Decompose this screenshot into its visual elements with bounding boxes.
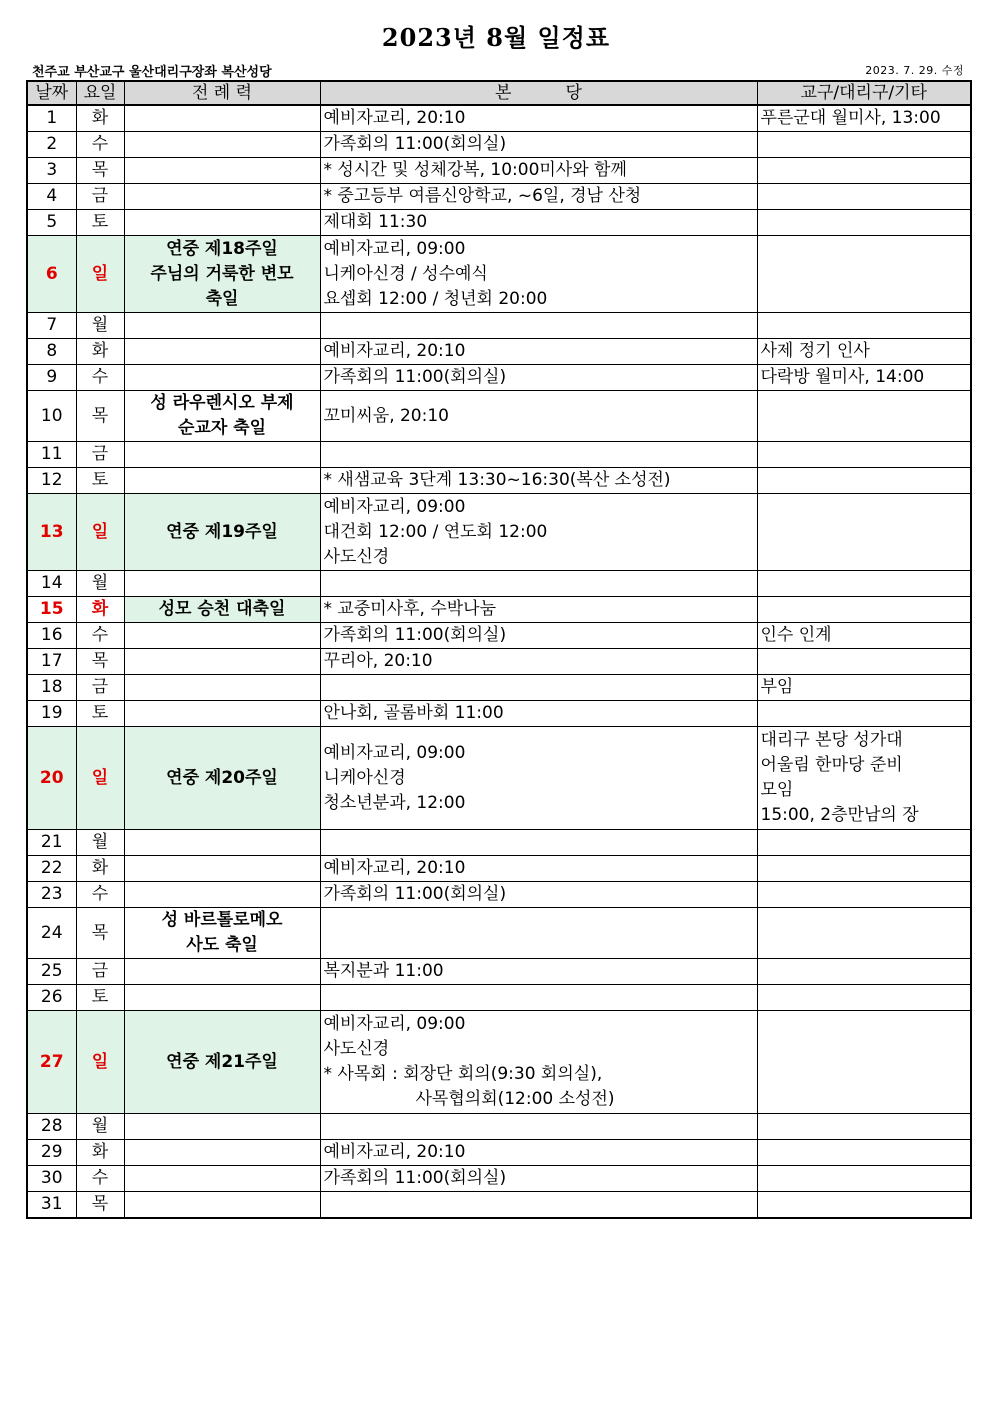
date-cell: 16 — [27, 623, 76, 649]
schedule-row-1 — [27, 105, 971, 132]
diocese-event-cell — [757, 571, 971, 597]
weekday-cell: 화 — [76, 339, 124, 365]
liturgy-line: 성 바르톨로메오 — [161, 910, 283, 930]
weekday-cell: 월 — [76, 1114, 124, 1140]
date-cell: 21 — [27, 830, 76, 856]
weekday-cell: 월 — [76, 571, 124, 597]
parish-event-cell — [320, 959, 757, 985]
schedule-row-25 — [27, 959, 971, 985]
parish-event-cell — [320, 856, 757, 882]
parish-event-line: 니케아신경 — [323, 767, 406, 788]
diocese-event-cell — [757, 391, 971, 442]
liturgy-cell — [124, 1011, 320, 1114]
schedule-table — [26, 80, 972, 1219]
date-cell: 7 — [27, 313, 76, 339]
diocese-event-cell — [757, 494, 971, 571]
parish-event-line: 예비자교리, 09:00 — [323, 1014, 466, 1034]
weekday-cell: 수 — [76, 132, 124, 158]
parish-event-line: 요셉회 12:00 / 청년회 20:00 — [323, 288, 548, 309]
parish-event-cell — [320, 1192, 757, 1219]
liturgy-cell — [124, 727, 320, 830]
liturgy-cell — [124, 649, 320, 675]
weekday-cell: 월 — [76, 313, 124, 339]
date-cell: 26 — [27, 985, 76, 1011]
parish-event-cell — [320, 184, 757, 210]
parish-event-cell — [320, 985, 757, 1011]
header-date: 날짜 — [27, 81, 76, 105]
parish-event-cell — [320, 365, 757, 391]
liturgy-line: 성 라우렌시오 부제 — [150, 393, 294, 413]
weekday-cell: 화 — [76, 105, 124, 132]
schedule-row-14 — [27, 571, 971, 597]
liturgy-line: 축일 — [205, 288, 239, 309]
liturgy-cell — [124, 1114, 320, 1140]
parish-event-cell — [320, 597, 757, 623]
parish-name: 천주교 부산교구 울산대리구장좌 복산성당 — [32, 65, 272, 80]
date-cell: 10 — [27, 391, 76, 442]
liturgy-line: 사도 축일 — [186, 935, 258, 955]
diocese-event-cell — [757, 649, 971, 675]
parish-event-cell — [320, 1011, 757, 1114]
parish-event-cell — [320, 158, 757, 184]
parish-event-line: 예비자교리, 20:10 — [323, 341, 466, 361]
date-cell: 9 — [27, 365, 76, 391]
date-cell: 4 — [27, 184, 76, 210]
parish-event-line: 가족회의 11:00(회의실) — [323, 884, 507, 904]
weekday-cell: 수 — [76, 882, 124, 908]
liturgy-cell — [124, 985, 320, 1011]
liturgy-cell — [124, 623, 320, 649]
liturgy-cell — [124, 184, 320, 210]
diocese-event-cell — [757, 210, 971, 236]
parish-event-cell — [320, 494, 757, 571]
weekday-cell: 일 — [76, 494, 124, 571]
parish-event-line: 안나회, 골롬바회 11:00 — [323, 703, 504, 723]
diocese-event-cell — [757, 442, 971, 468]
schedule-row-24 — [27, 908, 971, 959]
parish-event-line: 예비자교리, 09:00 — [323, 496, 466, 517]
parish-event-cell — [320, 105, 757, 132]
parish-event-cell — [320, 339, 757, 365]
parish-event-line: 예비자교리, 20:10 — [323, 1142, 466, 1162]
schedule-row-2 — [27, 132, 971, 158]
parish-event-line: 사도신경 — [323, 546, 390, 567]
schedule-row-6 — [27, 236, 971, 313]
liturgy-cell — [124, 236, 320, 313]
diocese-event-cell — [757, 313, 971, 339]
weekday-cell: 월 — [76, 830, 124, 856]
parish-event-cell — [320, 1114, 757, 1140]
diocese-event-line: 모임 — [760, 780, 794, 800]
date-cell: 13 — [27, 494, 76, 571]
parish-event-line: * 사목회 : 회장단 회의(9:30 회의실), — [323, 1064, 603, 1084]
parish-event-cell — [320, 649, 757, 675]
parish-event-line: 가족회의 11:00(회의실) — [323, 1168, 507, 1188]
weekday-cell: 금 — [76, 442, 124, 468]
parish-event-line: 꼬미씨움, 20:10 — [323, 405, 449, 426]
date-cell: 3 — [27, 158, 76, 184]
schedule-row-7 — [27, 313, 971, 339]
header-row — [27, 81, 971, 105]
parish-event-line: * 중고등부 여름신앙학교, ~6일, 경남 산청 — [323, 186, 642, 206]
parish-event-line: 가족회의 11:00(회의실) — [323, 625, 507, 645]
weekday-cell: 목 — [76, 391, 124, 442]
date-cell: 11 — [27, 442, 76, 468]
parish-event-line: * 새샘교육 3단계 13:30~16:30(복산 소성전) — [323, 470, 671, 490]
weekday-cell: 화 — [76, 1140, 124, 1166]
weekday-cell: 화 — [76, 856, 124, 882]
date-cell: 28 — [27, 1114, 76, 1140]
diocese-event-cell — [757, 339, 971, 365]
schedule-row-10 — [27, 391, 971, 442]
weekday-cell: 일 — [76, 727, 124, 830]
parish-event-cell — [320, 210, 757, 236]
date-cell: 23 — [27, 882, 76, 908]
diocese-event-cell — [757, 468, 971, 494]
parish-event-cell — [320, 1140, 757, 1166]
weekday-cell: 일 — [76, 236, 124, 313]
parish-event-cell — [320, 391, 757, 442]
liturgy-cell — [124, 494, 320, 571]
parish-event-cell — [320, 830, 757, 856]
schedule-row-23 — [27, 882, 971, 908]
date-cell: 27 — [27, 1011, 76, 1114]
liturgy-cell — [124, 468, 320, 494]
liturgy-cell — [124, 959, 320, 985]
schedule-header — [27, 81, 971, 105]
liturgy-cell — [124, 339, 320, 365]
weekday-cell: 수 — [76, 365, 124, 391]
diocese-event-line: 대리구 본당 성가대 — [760, 730, 903, 750]
liturgy-cell — [124, 675, 320, 701]
parish-event-line: 사목협의회(12:00 소성전) — [415, 1089, 615, 1109]
diocese-event-cell — [757, 132, 971, 158]
schedule-row-11 — [27, 442, 971, 468]
diocese-event-line: 사제 정기 인사 — [760, 341, 870, 361]
date-cell: 14 — [27, 571, 76, 597]
parish-event-line: 예비자교리, 09:00 — [323, 742, 466, 763]
schedule-row-4 — [27, 184, 971, 210]
schedule-row-29 — [27, 1140, 971, 1166]
diocese-event-cell — [757, 597, 971, 623]
diocese-event-cell — [757, 985, 971, 1011]
parish-event-cell — [320, 442, 757, 468]
diocese-event-cell — [757, 365, 971, 391]
parish-event-line: * 성시간 및 성체강복, 10:00미사와 함께 — [323, 160, 627, 180]
weekday-cell: 화 — [76, 597, 124, 623]
schedule-row-16 — [27, 623, 971, 649]
date-cell: 19 — [27, 701, 76, 727]
parish-event-cell — [320, 727, 757, 830]
parish-event-cell — [320, 468, 757, 494]
schedule-row-18 — [27, 675, 971, 701]
liturgy-cell — [124, 1192, 320, 1219]
schedule-row-13 — [27, 494, 971, 571]
liturgy-line: 연중 제21주일 — [166, 1051, 278, 1072]
liturgy-cell — [124, 908, 320, 959]
diocese-event-line: 15:00, 2층만남의 장 — [760, 805, 919, 825]
weekday-cell: 목 — [76, 1192, 124, 1219]
revision-date: 2023. 7. 29. 수정 — [865, 64, 964, 77]
liturgy-cell — [124, 1140, 320, 1166]
date-cell: 31 — [27, 1192, 76, 1219]
diocese-event-cell — [757, 236, 971, 313]
liturgy-cell — [124, 442, 320, 468]
schedule-row-8 — [27, 339, 971, 365]
weekday-cell: 목 — [76, 908, 124, 959]
diocese-event-cell — [757, 1140, 971, 1166]
parish-event-cell — [320, 882, 757, 908]
diocese-event-line: 다락방 월미사, 14:00 — [760, 367, 925, 387]
date-cell: 29 — [27, 1140, 76, 1166]
parish-event-line: 사도신경 — [323, 1039, 390, 1059]
parish-event-cell — [320, 908, 757, 959]
weekday-cell: 토 — [76, 701, 124, 727]
schedule-row-5 — [27, 210, 971, 236]
weekday-cell: 토 — [76, 468, 124, 494]
diocese-event-cell — [757, 158, 971, 184]
parish-event-line: 예비자교리, 20:10 — [323, 858, 466, 878]
parish-event-line: 제대회 11:30 — [323, 212, 428, 232]
diocese-event-cell — [757, 1192, 971, 1219]
parish-event-line: 복지분과 11:00 — [323, 961, 444, 981]
date-cell: 17 — [27, 649, 76, 675]
liturgy-cell — [124, 1166, 320, 1192]
liturgy-cell — [124, 882, 320, 908]
schedule-row-30 — [27, 1166, 971, 1192]
liturgy-cell — [124, 132, 320, 158]
diocese-event-cell — [757, 1166, 971, 1192]
parish-event-cell — [320, 623, 757, 649]
parish-event-line: 대건회 12:00 / 연도회 12:00 — [323, 521, 548, 542]
parish-event-line: 청소년분과, 12:00 — [323, 792, 466, 813]
weekday-cell: 일 — [76, 1011, 124, 1114]
weekday-cell: 금 — [76, 184, 124, 210]
weekday-cell: 토 — [76, 210, 124, 236]
schedule-row-31 — [27, 1192, 971, 1219]
schedule-row-15 — [27, 597, 971, 623]
header-etc: 교구/대리구/기타 — [757, 81, 971, 105]
liturgy-cell — [124, 856, 320, 882]
liturgy-line: 성모 승천 대축일 — [158, 599, 286, 619]
liturgy-cell — [124, 571, 320, 597]
liturgy-cell — [124, 701, 320, 727]
date-cell: 18 — [27, 675, 76, 701]
date-cell: 8 — [27, 339, 76, 365]
schedule-row-17 — [27, 649, 971, 675]
diocese-event-cell — [757, 830, 971, 856]
schedule-row-21 — [27, 830, 971, 856]
schedule-row-12 — [27, 468, 971, 494]
parish-event-cell — [320, 571, 757, 597]
liturgy-cell — [124, 830, 320, 856]
date-cell: 12 — [27, 468, 76, 494]
parish-event-cell — [320, 675, 757, 701]
liturgy-line: 순교자 축일 — [177, 418, 267, 438]
parish-event-cell — [320, 313, 757, 339]
date-cell: 30 — [27, 1166, 76, 1192]
liturgy-cell — [124, 365, 320, 391]
weekday-cell: 수 — [76, 623, 124, 649]
schedule-row-19 — [27, 701, 971, 727]
diocese-event-cell — [757, 1011, 971, 1114]
parish-event-line: * 교중미사후, 수박나눔 — [323, 599, 497, 619]
diocese-event-line: 부임 — [760, 677, 794, 697]
parish-event-line: 가족회의 11:00(회의실) — [323, 367, 507, 387]
schedule-body — [27, 105, 971, 1218]
parish-event-cell — [320, 132, 757, 158]
parish-event-line: 예비자교리, 20:10 — [323, 108, 466, 128]
date-cell: 15 — [27, 597, 76, 623]
diocese-event-cell — [757, 908, 971, 959]
parish-event-cell — [320, 1166, 757, 1192]
parish-event-line: 가족회의 11:00(회의실) — [323, 134, 507, 154]
date-cell: 5 — [27, 210, 76, 236]
diocese-event-cell — [757, 882, 971, 908]
diocese-event-cell — [757, 105, 971, 132]
liturgy-line: 연중 제19주일 — [166, 521, 278, 542]
weekday-cell: 수 — [76, 1166, 124, 1192]
weekday-cell: 목 — [76, 158, 124, 184]
weekday-cell: 금 — [76, 959, 124, 985]
schedule-row-28 — [27, 1114, 971, 1140]
parish-event-line: 니케아신경 / 성수예식 — [323, 263, 488, 284]
date-cell: 22 — [27, 856, 76, 882]
schedule-row-9 — [27, 365, 971, 391]
weekday-cell: 목 — [76, 649, 124, 675]
diocese-event-cell — [757, 959, 971, 985]
schedule-row-3 — [27, 158, 971, 184]
date-cell: 24 — [27, 908, 76, 959]
page-title: 2023년 8월 일정표 — [381, 23, 611, 52]
date-cell: 1 — [27, 105, 76, 132]
liturgy-line: 연중 제20주일 — [166, 767, 278, 788]
parish-event-cell — [320, 236, 757, 313]
schedule-row-20 — [27, 727, 971, 830]
liturgy-line: 주님의 거룩한 변모 — [150, 263, 294, 284]
diocese-event-line: 인수 인계 — [760, 625, 832, 645]
liturgy-cell — [124, 597, 320, 623]
schedule-row-27 — [27, 1011, 971, 1114]
diocese-event-line: 어울림 한마당 준비 — [760, 755, 903, 775]
header-dow: 요일 — [76, 81, 124, 105]
liturgy-cell — [124, 210, 320, 236]
date-cell: 25 — [27, 959, 76, 985]
liturgy-cell — [124, 105, 320, 132]
diocese-event-cell — [757, 184, 971, 210]
header-liturgy: 전 례 력 — [124, 81, 320, 105]
schedule-row-22 — [27, 856, 971, 882]
liturgy-line: 연중 제18주일 — [166, 238, 278, 259]
parish-event-line: 꾸리아, 20:10 — [323, 651, 433, 671]
parish-event-line: 예비자교리, 09:00 — [323, 238, 466, 259]
diocese-event-cell — [757, 675, 971, 701]
date-cell: 20 — [27, 727, 76, 830]
diocese-event-cell — [757, 856, 971, 882]
weekday-cell: 금 — [76, 675, 124, 701]
header-main: 본 당 — [320, 81, 757, 105]
diocese-event-cell — [757, 701, 971, 727]
liturgy-cell — [124, 158, 320, 184]
weekday-cell: 토 — [76, 985, 124, 1011]
date-cell: 2 — [27, 132, 76, 158]
schedule-row-26 — [27, 985, 971, 1011]
diocese-event-cell — [757, 727, 971, 830]
parish-event-cell — [320, 701, 757, 727]
liturgy-cell — [124, 313, 320, 339]
diocese-event-cell — [757, 1114, 971, 1140]
diocese-event-cell — [757, 623, 971, 649]
diocese-event-line: 푸른군대 월미사, 13:00 — [760, 108, 941, 128]
liturgy-cell — [124, 391, 320, 442]
date-cell: 6 — [27, 236, 76, 313]
